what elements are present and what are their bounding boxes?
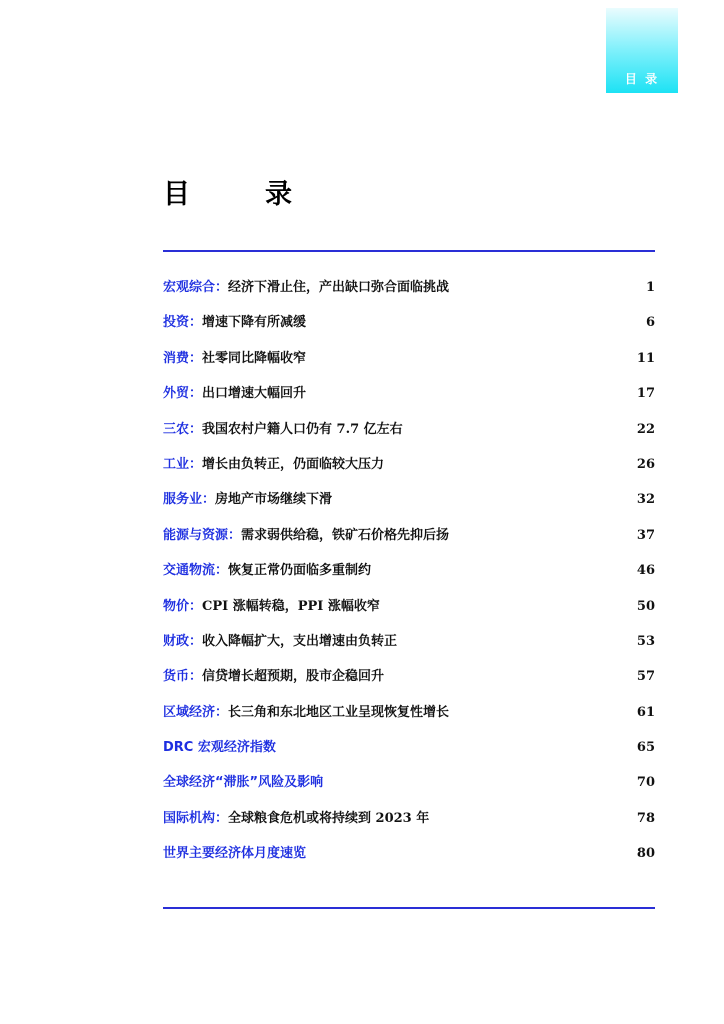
toc-category: 交通物流：: [163, 563, 229, 579]
toc-title: 收入降幅扩大，支出增速由负转正: [202, 633, 398, 649]
bottom-divider: [163, 907, 655, 909]
toc-entry[interactable]: [163, 341, 655, 376]
toc-category: 物价：: [163, 598, 203, 614]
toc-title: CPI 涨幅转稳，PPI 涨幅收窄: [202, 598, 380, 614]
toc-page-number: 46: [636, 563, 655, 579]
toc-category: 宏观综合：: [163, 280, 229, 295]
toc-title: 房地产市场继续下滑: [215, 492, 333, 508]
toc-category: 消费：: [163, 350, 203, 366]
toc-category: 财政：: [163, 633, 203, 649]
toc-entry[interactable]: [163, 730, 655, 765]
toc-page-number: 57: [636, 669, 655, 685]
toc-entry[interactable]: [163, 659, 655, 694]
toc-page-number: 22: [636, 421, 655, 437]
toc-title: 需求弱供给稳，铁矿石价格先抑后扬: [241, 527, 450, 543]
toc-page-number: 80: [636, 846, 655, 862]
toc-page-number: 6: [645, 315, 655, 331]
toc-category: 能源与资源：: [163, 527, 242, 543]
toc-entry[interactable]: [163, 801, 655, 836]
toc-entry[interactable]: [163, 447, 655, 482]
toc-page-number: 1: [645, 280, 655, 295]
toc-entry[interactable]: [163, 695, 655, 730]
toc-page-number: 17: [636, 386, 655, 402]
toc-page-number: 11: [636, 350, 655, 366]
toc-category: 服务业：: [163, 492, 216, 508]
toc-title: 出口增速大幅回升: [202, 386, 307, 402]
toc-title: 增速下降有所减缓: [202, 315, 307, 331]
toc-page-number: 53: [636, 633, 655, 649]
toc-entry[interactable]: [163, 553, 655, 588]
toc-page-number: 78: [636, 810, 655, 826]
toc-category: 三农：: [163, 421, 203, 437]
toc-entry[interactable]: [163, 270, 655, 305]
toc-entry[interactable]: [163, 482, 655, 517]
toc-page-number: 50: [636, 598, 655, 614]
toc-title: 长三角和东北地区工业呈现恢复性增长: [228, 704, 450, 720]
top-divider: [163, 250, 655, 252]
toc-page-number: 26: [636, 456, 655, 472]
toc-title: 经济下滑止住，产出缺口弥合面临挑战: [228, 280, 450, 295]
toc-title: 恢复正常仍面临多重制约: [228, 563, 372, 579]
toc-entry[interactable]: [163, 412, 655, 447]
toc-category: 投资：: [163, 315, 203, 331]
toc-page-number: 65: [636, 740, 655, 756]
section-tab: [606, 8, 678, 93]
toc-entry[interactable]: [163, 624, 655, 659]
toc-page-number: 37: [636, 527, 655, 543]
toc-category: 国际机构：: [163, 810, 229, 826]
toc-entry[interactable]: [163, 305, 655, 340]
toc-category: 世界主要经济体月度速览: [163, 846, 307, 862]
toc-entry[interactable]: [163, 589, 655, 624]
toc-entry[interactable]: [163, 518, 655, 553]
toc-entry[interactable]: [163, 836, 655, 871]
toc-title: 全球粮食危机或将持续到 2023 年: [228, 810, 430, 826]
toc-page-number: 61: [636, 704, 655, 720]
toc-entry[interactable]: [163, 376, 655, 411]
toc-category: 货币：: [163, 669, 203, 685]
toc-category: DRC 宏观经济指数: [163, 740, 276, 756]
toc-category: 全球经济“滞胀”风险及影响: [163, 775, 324, 791]
toc-page-number: 70: [636, 775, 655, 791]
toc-title: 我国农村户籍人口仍有 7.7 亿左右: [202, 421, 403, 437]
toc-category: 外贸：: [163, 386, 203, 402]
table-of-contents: [163, 270, 655, 872]
toc-entry[interactable]: [163, 765, 655, 800]
toc-category: 区域经济：: [163, 704, 229, 720]
toc-title: 信贷增长超预期，股市企稳回升: [202, 669, 385, 685]
page-title: 目 录: [163, 179, 316, 210]
toc-title: 社零同比降幅收窄: [202, 350, 307, 366]
toc-category: 工业：: [163, 456, 203, 472]
section-tab-label: 目 录: [624, 72, 660, 86]
toc-title: 增长由负转正，仍面临较大压力: [202, 456, 385, 472]
toc-page-number: 32: [636, 492, 655, 508]
